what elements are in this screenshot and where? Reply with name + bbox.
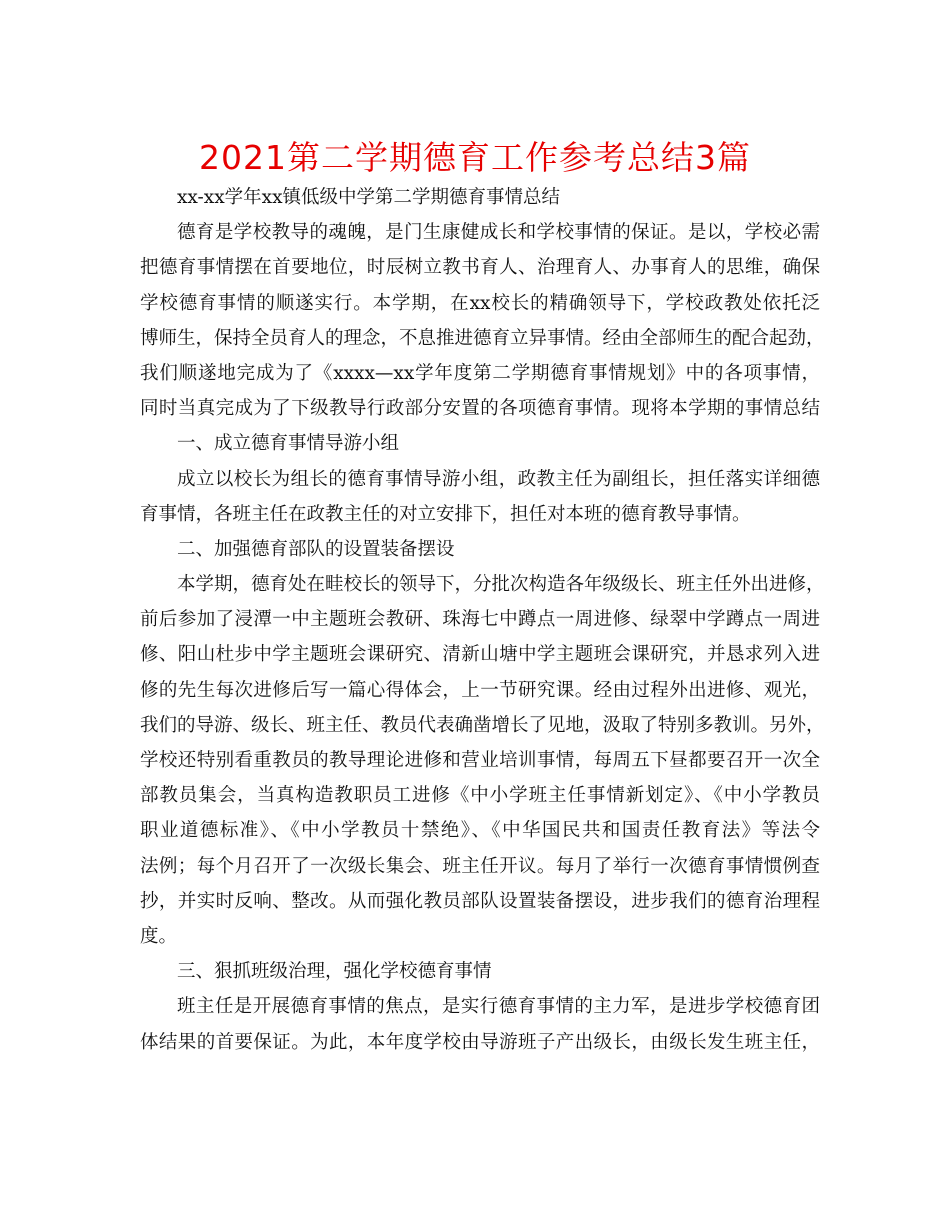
paragraph-line: 法例；每个月召开了一次级长集会、班主任开议。每月了举行一次德育事情惯例查	[140, 855, 820, 877]
paragraph-line: 我们顺遂地完成为了《xxxx—xx学年度第二学期德育事情规划》中的各项事情，	[140, 362, 820, 384]
paragraph-line: 修的先生每次进修后写一篇心得体会，上一节研究课。经由过程外出进修、观光，	[140, 679, 820, 701]
paragraph-line: 部教员集会，当真构造教职员工进修《中小学班主任事情新划定》、《中小学教员	[140, 785, 820, 807]
paragraph-line: 德育是学校教导的魂魄，是门生康健成长和学校事情的保证。是以，学校必需	[177, 222, 820, 244]
document-body	[140, 180, 825, 1060]
paragraph-line: 学校德育事情的顺遂实行。本学期，在xx校长的精确领导下，学校政教处依托泛	[140, 292, 820, 314]
paragraph-line: 职业道德标准》、《中小学教员十禁绝》、《中华国民共和国责任教育法》等法令	[140, 820, 820, 842]
document-title: 2021第二学期德育工作参考总结3篇	[199, 138, 751, 177]
paragraph-line: 育事情，各班主任在政教主任的对立安排下，担任对本班的德育教导事情。	[140, 503, 751, 525]
paragraph-line: 我们的导游、级长、班主任、教员代表确凿增长了见地，汲取了特别多教训。另外，	[140, 714, 825, 736]
paragraph-line: 把德育事情摆在首要地位，时辰树立教书育人、治理育人、办事育人的思维，确保	[140, 257, 820, 279]
paragraph-line: 前后参加了浸潭一中主题班会教研、珠海七中蹲点一周进修、绿翠中学蹲点一周进	[140, 609, 820, 631]
paragraph-line: 博师生，保持全员育人的理念，不息推进德育立异事情。经由全部师生的配合起劲，	[140, 327, 825, 349]
paragraph-line: 体结果的首要保证。为此，本年度学校由导游班子产出级长，由级长发生班主任，	[140, 1031, 820, 1053]
section-heading: 一、成立德育事情导游小组	[177, 433, 400, 455]
section-heading: 三、狠抓班级治理，强化学校德育事情	[177, 961, 492, 983]
section-heading: 二、加强德育部队的设置装备摆设	[177, 538, 455, 560]
paragraph-line: 同时当真完成为了下级教导行政部分安置的各项德育事情。现将本学期的事情总结	[140, 398, 820, 420]
paragraph-line: 修、阳山杜步中学主题班会课研究、清新山塘中学主题班会课研究，并恳求列入进	[140, 644, 820, 666]
paragraph-line: 抄，并实时反响、整改。从而强化教员部队设置装备摆设，进步我们的德育治理程	[140, 890, 820, 912]
paragraph-line: 班主任是开展德育事情的焦点，是实行德育事情的主力军，是进步学校德育团	[177, 996, 820, 1018]
subtitle-line: xx-xx学年xx镇低级中学第二学期德育事情总结	[177, 187, 561, 208]
paragraph-line: 学校还特别看重教员的教导理论进修和营业培训事情，每周五下昼都要召开一次全	[140, 750, 820, 771]
paragraph-line: 度。	[140, 925, 178, 947]
paragraph-line: 成立以校长为组长的德育事情导游小组，政教主任为副组长，担任落实详细德	[177, 468, 820, 490]
paragraph-line: 本学期，德育处在畦校长的领导下，分批次构造各年级级长、班主任外出进修，	[177, 574, 825, 596]
